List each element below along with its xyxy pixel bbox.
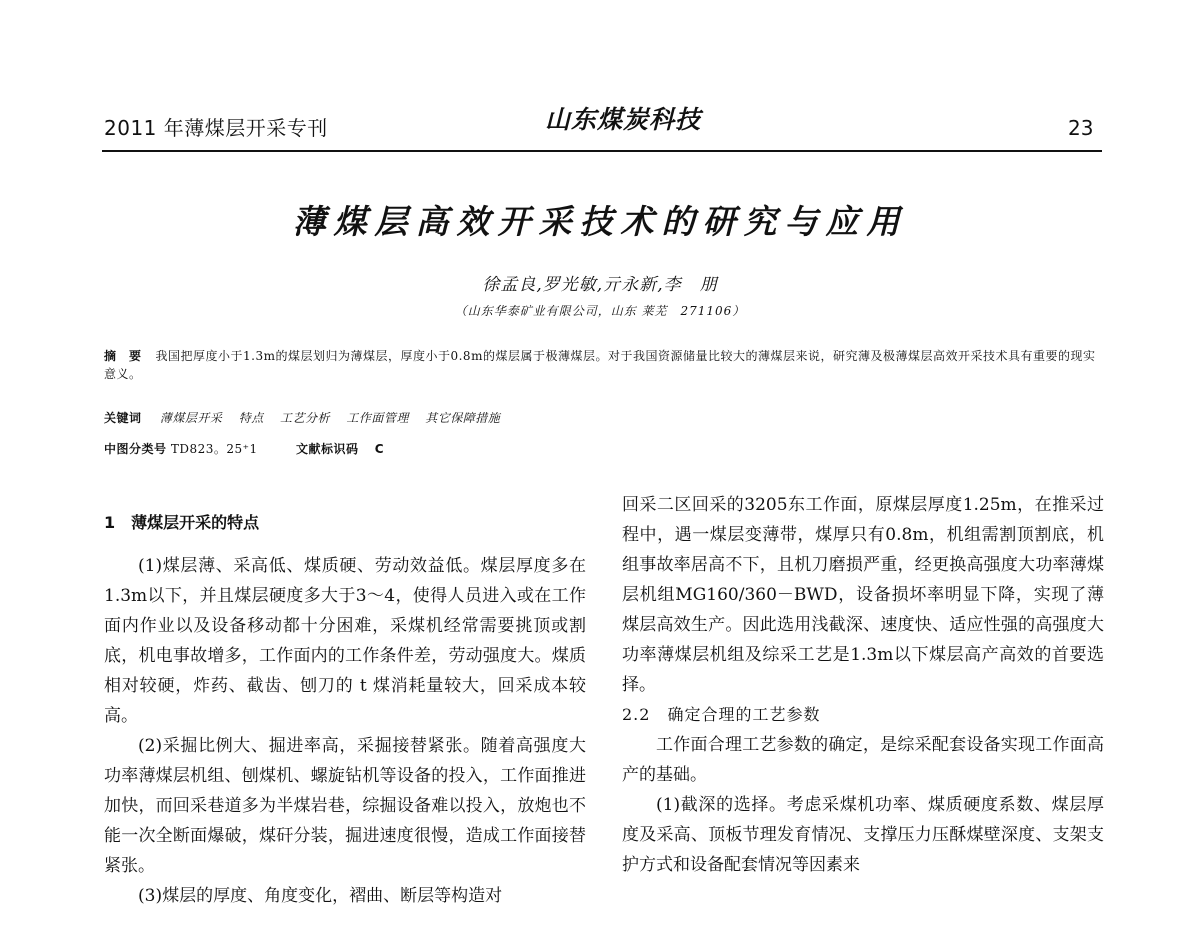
body-paragraph: (2)采掘比例大、掘进率高，采掘接替紧张。随着高强度大功率薄煤层机组、刨煤机、螺旋钻机等设备的投入，工作面推进加快，而回采巷道多为半煤岩巷，综掘设备难以投入，放炮也不能一次全断面爆破，煤矸分装，掘进速度很慢，造成工作面接替紧张。 [104, 736, 586, 876]
classification-label: 中图分类号 [104, 442, 167, 456]
section-1-heading: 1 薄煤层开采的特点 [104, 513, 260, 532]
journal-issue: 2011 年薄煤层开采专刊 [104, 116, 328, 140]
body-paragraph: 工作面合理工艺参数的确定，是综采配套设备实现工作面高产的基础。 [622, 735, 1104, 785]
doc-code-value: C [374, 442, 385, 456]
left-column [104, 490, 586, 911]
body-paragraph: (1)煤层薄、采高低、煤质硬、劳动效益低。煤层厚度多在1.3m以下，并且煤层硬度多大于3～4，使得人员进入或在工作面内作业以及设备移动都十分困难，采煤机经常需要挑顶或割底，机电事故增多，工作面内的工作条件差，劳动强度大。煤质相对较硬，炸药、截齿、刨刀的 t 煤消耗量较大，回采成本较高。 [104, 556, 586, 726]
classification [104, 440, 1104, 458]
abstract-text: 我国把厚度小于1.3m的煤层划归为薄煤层，厚度小于0.8m的煤层属于极薄煤层。对于我国资源储量比较大的薄煤层来说，研究薄及极薄煤层高效开采技术具有重要的现实意义。 [104, 349, 1096, 381]
affiliation: （山东华泰矿业有限公司，山东 莱芜 271106） [454, 304, 746, 318]
keyword: 特点 [238, 411, 264, 425]
paper-title: 薄煤层高效开采技术的研究与应用 [292, 202, 908, 241]
keyword: 其它保障措施 [425, 411, 501, 425]
classification-value: TD823。25⁺1 [170, 442, 258, 456]
body-paragraph: 回采二区回采的3205东工作面，原煤层厚度1.25m，在推采过程中，遇一煤层变薄带，煤厚只有0.8m，机组需割顶割底，机组事故率居高不下，且机刀磨损严重，经更换高强度大功率薄煤层机组MG160/360－BWD，设备损坏率明显下降，实现了薄煤层高效生产。因此选用浅截深、速度快、适应性强的高强度大功率薄煤层机组及综采工艺是1.3m以下煤层高产高效的首要选择。 [622, 495, 1104, 695]
abstract [104, 347, 1104, 383]
page-number: 23 [1068, 116, 1094, 140]
header-rule [102, 150, 1102, 152]
keywords [104, 409, 1104, 427]
doc-code-label: 文献标识码 [295, 442, 359, 456]
journal-logo: 山东煤炭科技 [545, 105, 702, 134]
body-paragraph: (1)截深的选择。考虑采煤机功率、煤质硬度系数、煤层厚度及采高、顶板节理发育情况、支撑压力压酥煤壁深度、支架支护方式和设备配套情况等因素来 [622, 795, 1104, 875]
keywords-label: 关键词 [104, 411, 142, 425]
keyword: 工作面管理 [346, 411, 409, 425]
right-column [622, 490, 1104, 880]
keyword: 工艺分析 [280, 411, 331, 425]
keyword: 薄煤层开采 [159, 411, 223, 425]
subsection-2-2-heading: 2.2 确定合理的工艺参数 [622, 705, 821, 724]
author-list: 徐孟良,罗光敏,亓永新,李 朋 [482, 275, 718, 295]
body-paragraph: (3)煤层的厚度、角度变化，褶曲、断层等构造对 [138, 886, 503, 906]
abstract-label: 摘 要 [104, 349, 142, 363]
